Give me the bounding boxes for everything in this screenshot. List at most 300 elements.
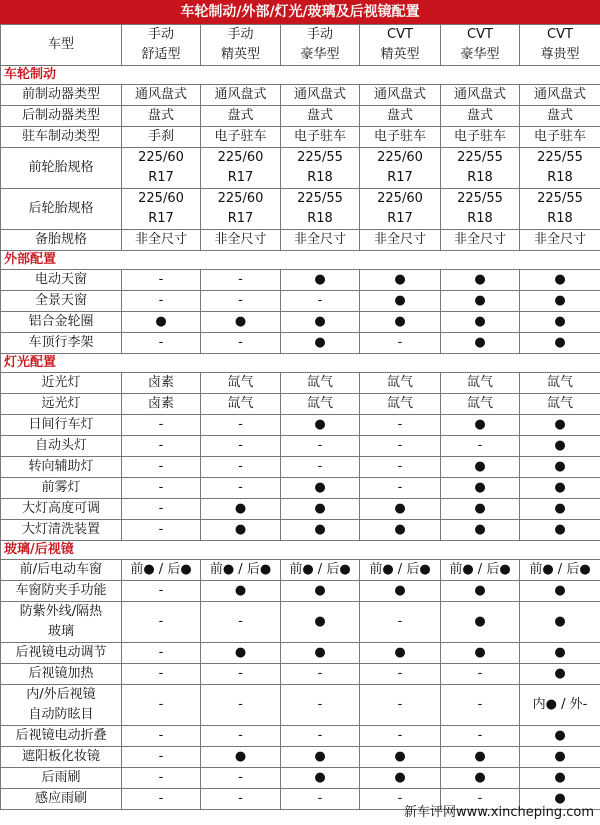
cell-text: ● [474, 272, 486, 287]
cell-text: ● [554, 728, 566, 743]
cell-text: 氙气 [546, 375, 573, 390]
cell-text: ● [394, 583, 406, 598]
spec-value [360, 436, 441, 457]
cell-text: ● [234, 501, 247, 516]
spec-value [520, 560, 600, 581]
cell-text: ● [554, 666, 566, 681]
cell-text: - [238, 272, 243, 287]
cell-text: ● [474, 645, 486, 660]
spec-value [281, 747, 360, 768]
row-label [1, 478, 122, 499]
cell-text: 玻璃 [47, 624, 74, 639]
cell-text: 精英型 [380, 47, 420, 62]
spec-value [122, 85, 201, 106]
cell-text: R17 [227, 211, 254, 226]
cell-text: 225/60 [377, 150, 423, 165]
cell-text: - [238, 791, 243, 806]
spec-value [441, 643, 520, 664]
spec-value [122, 415, 201, 436]
spec-value [201, 436, 281, 457]
spec-value [122, 789, 201, 810]
cell-text: 非全尺寸 [373, 232, 426, 247]
cell-text: - [397, 791, 403, 806]
table-row [1, 664, 600, 685]
cell-text: CVT [387, 27, 413, 42]
spec-value [281, 436, 360, 457]
row-label [1, 415, 122, 436]
cell-text: 通风盘式 [453, 87, 506, 102]
cell-text: 前雾灯 [41, 480, 81, 495]
cell-text: 前● / 后● [130, 562, 192, 577]
row-label [1, 291, 122, 312]
table-row [1, 457, 600, 478]
spec-value [520, 520, 600, 541]
cell-text: ● [554, 417, 566, 432]
cell-text: ● [554, 522, 566, 537]
cell-text: - [397, 666, 403, 681]
cell-text: - [238, 459, 243, 474]
spec-value [520, 581, 600, 602]
spec-value [201, 148, 281, 189]
spec-value [441, 602, 520, 643]
spec-value [520, 333, 600, 354]
cell-text: 内/外后视镜 [26, 687, 96, 702]
cell-text: - [158, 335, 164, 350]
cell-text: 通风盘式 [373, 87, 426, 102]
spec-value [281, 768, 360, 789]
header-row [1, 25, 600, 66]
cell-text: R17 [387, 170, 413, 185]
model-header [360, 25, 441, 66]
cell-text: - [397, 417, 403, 432]
section-title: 玻璃/后视镜 [1, 541, 600, 560]
cell-text: ● [474, 522, 486, 537]
model-header [520, 25, 600, 66]
cell-text: - [397, 438, 403, 453]
cell-text: - [158, 501, 164, 516]
spec-value [122, 685, 201, 726]
cell-text: 自动头灯 [34, 438, 87, 453]
spec-value [441, 394, 520, 415]
spec-value [520, 436, 600, 457]
cell-text: R17 [148, 211, 174, 226]
cell-text: 电子驻车 [293, 129, 346, 144]
cell-text: - [158, 645, 164, 660]
cell-text: ● [554, 770, 566, 785]
cell-text: ● [554, 480, 566, 495]
spec-value [201, 602, 281, 643]
cell-text: - [158, 438, 164, 453]
cell-text: R17 [148, 170, 174, 185]
cell-text: - [238, 614, 243, 629]
cell-text: 后雨刷 [41, 770, 81, 785]
spec-value [441, 747, 520, 768]
row-label [1, 148, 122, 189]
cell-text: ● [314, 501, 326, 516]
cell-text: - [317, 459, 323, 474]
cell-text: ● [554, 614, 566, 629]
spec-value [281, 230, 360, 251]
cell-text: 225/60 [138, 191, 184, 206]
spec-value [441, 106, 520, 127]
cell-text: ● [314, 583, 326, 598]
cell-text: 卤素 [147, 396, 174, 411]
spec-value [122, 333, 201, 354]
spec-value [201, 478, 281, 499]
spec-value [441, 189, 520, 230]
row-label [1, 520, 122, 541]
row-label [1, 127, 122, 148]
spec-value [441, 664, 520, 685]
spec-value [520, 106, 600, 127]
cell-text: 前● / 后● [369, 562, 431, 577]
cell-text: ● [314, 272, 326, 287]
spec-value [360, 602, 441, 643]
spec-value [122, 643, 201, 664]
cell-text: 电子驻车 [214, 129, 267, 144]
spec-value [281, 457, 360, 478]
cell-text: 前● / 后● [209, 562, 272, 577]
cell-text: 尊贵型 [540, 47, 580, 62]
spec-value [122, 747, 201, 768]
spec-value [281, 333, 360, 354]
cell-text: R18 [547, 170, 573, 185]
row-label [1, 789, 122, 810]
spec-value [360, 333, 441, 354]
cell-text: ● [474, 583, 486, 598]
cell-text: 后视镜电动调节 [15, 645, 107, 660]
cell-text: 后轮胎规格 [28, 201, 94, 216]
cell-text: ● [554, 583, 566, 598]
spec-value [122, 127, 201, 148]
cell-text: ● [314, 770, 326, 785]
spec-value [441, 581, 520, 602]
spec-value [122, 478, 201, 499]
model-header [441, 25, 520, 66]
table-row [1, 85, 600, 106]
spec-value [201, 189, 281, 230]
cell-text: - [477, 438, 483, 453]
cell-text: - [477, 728, 483, 743]
spec-value [520, 768, 600, 789]
cell-text: - [238, 417, 243, 432]
spec-value [281, 789, 360, 810]
cell-text: ● [554, 438, 566, 453]
model-header [122, 25, 201, 66]
spec-value [441, 768, 520, 789]
cell-text: R17 [227, 170, 254, 185]
spec-value [122, 457, 201, 478]
cell-text: 225/55 [457, 191, 503, 206]
table-row [1, 581, 600, 602]
cell-text: - [158, 417, 164, 432]
cell-text: ● [314, 417, 326, 432]
spec-value [520, 643, 600, 664]
spec-value [281, 291, 360, 312]
spec-value [281, 148, 360, 189]
spec-value [441, 333, 520, 354]
cell-text: 225/55 [457, 150, 503, 165]
cell-text: 后制动器类型 [21, 108, 100, 123]
cell-text: 225/60 [138, 150, 184, 165]
spec-table [0, 24, 600, 810]
cell-text: 手动 [227, 27, 254, 42]
cell-text: - [158, 749, 164, 764]
row-label [1, 643, 122, 664]
cell-text: R18 [547, 211, 573, 226]
cell-text: ● [314, 314, 326, 329]
spec-value [122, 312, 201, 333]
cell-text: - [238, 697, 243, 712]
cell-text: 手动 [306, 27, 333, 42]
cell-text: 电子驻车 [453, 129, 506, 144]
cell-text: ● [474, 480, 486, 495]
spec-value [520, 312, 600, 333]
cell-text: ● [234, 749, 247, 764]
spec-value [201, 270, 281, 291]
row-label [1, 581, 122, 602]
cell-text: - [397, 335, 403, 350]
spec-value [360, 560, 441, 581]
cell-text: 非全尺寸 [293, 232, 346, 247]
row-label [1, 726, 122, 747]
model-header [281, 25, 360, 66]
spec-value [122, 768, 201, 789]
spec-value [201, 373, 281, 394]
cell-text: - [317, 791, 323, 806]
spec-value [201, 312, 281, 333]
cell-text: 氙气 [386, 375, 413, 390]
cell-text: - [158, 728, 164, 743]
spec-value [122, 664, 201, 685]
cell-text: 大灯清洗装置 [21, 522, 100, 537]
cell-text: ● [314, 522, 326, 537]
cell-text: ● [314, 749, 326, 764]
cell-text: ● [474, 293, 486, 308]
table-row [1, 436, 600, 457]
spec-value [201, 768, 281, 789]
row-label [1, 602, 122, 643]
cell-text: ● [394, 749, 406, 764]
spec-value [360, 499, 441, 520]
cell-text: - [158, 293, 164, 308]
spec-value [360, 726, 441, 747]
table-row [1, 291, 600, 312]
cell-text: 氙气 [386, 396, 413, 411]
spec-value [360, 270, 441, 291]
row-label [1, 457, 122, 478]
table-row [1, 106, 600, 127]
section-title: 外部配置 [1, 251, 600, 270]
row-label [1, 560, 122, 581]
cell-text: - [158, 666, 164, 681]
cell-text: - [158, 459, 164, 474]
cell-text: R17 [387, 211, 413, 226]
cell-text: ● [474, 459, 486, 474]
cell-text: 225/55 [297, 191, 343, 206]
header-label: 车型 [1, 25, 122, 66]
spec-value [281, 312, 360, 333]
spec-value [360, 581, 441, 602]
cell-text: 驻车制动类型 [21, 129, 100, 144]
cell-text: ● [314, 335, 326, 350]
cell-text: 电子驻车 [533, 129, 586, 144]
cell-text: - [238, 666, 243, 681]
cell-text: ● [234, 583, 247, 598]
spec-value [281, 270, 360, 291]
cell-text: ● [394, 501, 406, 516]
cell-text: ● [554, 501, 566, 516]
cell-text: 豪华型 [460, 47, 500, 62]
cell-text: - [238, 770, 243, 785]
spec-value [122, 189, 201, 230]
table-row [1, 478, 600, 499]
section-title: 灯光配置 [1, 354, 600, 373]
spec-value [122, 499, 201, 520]
cell-text: 前轮胎规格 [28, 160, 94, 175]
cell-text: R18 [307, 211, 333, 226]
cell-text: 氙气 [306, 396, 333, 411]
row-label [1, 664, 122, 685]
spec-value [201, 664, 281, 685]
cell-text: - [158, 697, 164, 712]
spec-value [281, 189, 360, 230]
cell-text: 铝合金轮圈 [28, 314, 94, 329]
spec-value [201, 333, 281, 354]
cell-text: 舒适型 [141, 47, 181, 62]
spec-value [360, 685, 441, 726]
cell-text: ● [314, 480, 326, 495]
cell-text: ● [394, 645, 406, 660]
spec-value [520, 685, 600, 726]
spec-value [360, 457, 441, 478]
cell-text: - [317, 728, 323, 743]
cell-text: 盘式 [466, 108, 493, 123]
table-row [1, 230, 600, 251]
cell-text: 备胎规格 [34, 232, 87, 247]
spec-value [360, 189, 441, 230]
row-label [1, 436, 122, 457]
spec-value [281, 685, 360, 726]
spec-value [360, 643, 441, 664]
spec-value [441, 230, 520, 251]
section-title: 车轮制动 [1, 66, 600, 85]
cell-text: 盘式 [386, 108, 413, 123]
cell-text: 通风盘式 [214, 87, 267, 102]
cell-text: CVT [467, 27, 493, 42]
cell-text: 前/后电动车窗 [19, 562, 103, 577]
table-row [1, 373, 600, 394]
spec-value [441, 415, 520, 436]
spec-value [122, 148, 201, 189]
spec-value [360, 373, 441, 394]
spec-value [360, 312, 441, 333]
row-label [1, 394, 122, 415]
cell-text: 感应雨刷 [34, 791, 87, 806]
cell-text: - [158, 770, 164, 785]
spec-value [201, 457, 281, 478]
spec-value [122, 726, 201, 747]
page-title: 车轮制动/外部/灯光/玻璃及后视镜配置 [0, 0, 600, 24]
spec-value [201, 106, 281, 127]
row-label [1, 685, 122, 726]
cell-text: 电子驻车 [373, 129, 426, 144]
spec-value [441, 148, 520, 189]
spec-value [360, 127, 441, 148]
spec-value [281, 373, 360, 394]
spec-value [201, 789, 281, 810]
cell-text: 日间行车灯 [28, 417, 94, 432]
cell-text: 氙气 [306, 375, 333, 390]
cell-text: 盘式 [546, 108, 573, 123]
table-row [1, 520, 600, 541]
spec-value [201, 643, 281, 664]
watermark-footer: 新车评网www.xincheping.com [403, 805, 594, 820]
table-row [1, 685, 600, 726]
cell-text: ● [554, 791, 566, 806]
row-label [1, 230, 122, 251]
cell-text: - [397, 459, 403, 474]
table-row [1, 148, 600, 189]
spec-value [360, 291, 441, 312]
cell-text: 卤素 [147, 375, 174, 390]
cell-text: ● [554, 272, 566, 287]
spec-value [441, 436, 520, 457]
spec-value [122, 436, 201, 457]
cell-text: 225/55 [537, 150, 583, 165]
spec-value [520, 415, 600, 436]
cell-text: 225/55 [537, 191, 583, 206]
spec-value [441, 520, 520, 541]
cell-text: 前● / 后● [449, 562, 511, 577]
cell-text: CVT [547, 27, 573, 42]
cell-text: 非全尺寸 [453, 232, 506, 247]
cell-text: 前制动器类型 [21, 87, 100, 102]
cell-text: R18 [467, 170, 493, 185]
cell-text: 非全尺寸 [533, 232, 586, 247]
model-header [201, 25, 281, 66]
spec-value [122, 520, 201, 541]
cell-text: - [238, 335, 243, 350]
spec-value [201, 415, 281, 436]
spec-value [441, 726, 520, 747]
cell-text: ● [314, 645, 326, 660]
spec-value [441, 499, 520, 520]
table-row [1, 726, 600, 747]
cell-text: 225/60 [217, 191, 264, 206]
row-label [1, 106, 122, 127]
cell-text: - [238, 438, 243, 453]
spec-value [360, 148, 441, 189]
spec-value [122, 602, 201, 643]
spec-value [201, 85, 281, 106]
spec-value [281, 726, 360, 747]
spec-value [441, 560, 520, 581]
cell-text: 电动天窗 [34, 272, 87, 287]
table-row [1, 127, 600, 148]
cell-text: - [317, 697, 323, 712]
spec-value [441, 373, 520, 394]
spec-value [441, 478, 520, 499]
spec-value [122, 291, 201, 312]
spec-value [441, 685, 520, 726]
cell-text: 近光灯 [41, 375, 81, 390]
spec-value [520, 726, 600, 747]
spec-value [360, 747, 441, 768]
cell-text: 精英型 [220, 47, 260, 62]
spec-value [122, 581, 201, 602]
table-row [1, 394, 600, 415]
